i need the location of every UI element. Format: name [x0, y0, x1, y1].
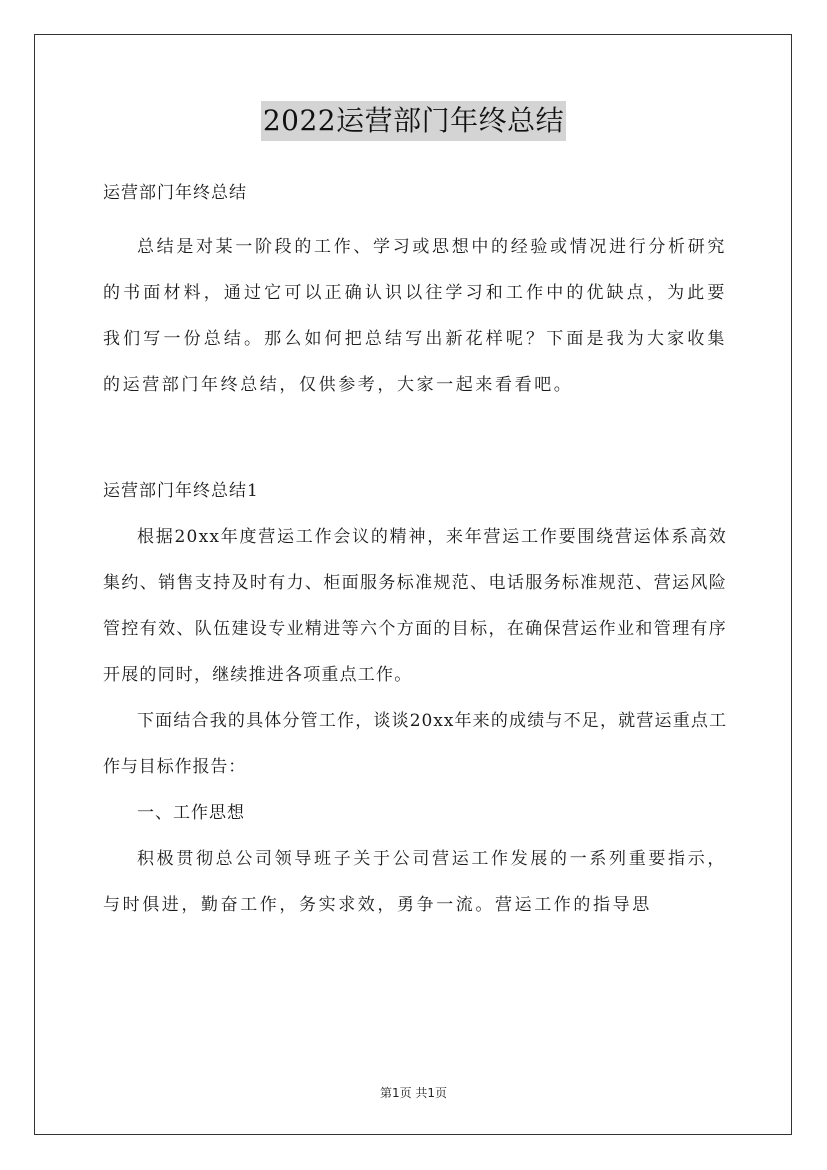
section1-paragraph-1: 根据20xx年度营运工作会议的精神，来年营运工作要围绕营运体系高效集约、销售支持及时有力、柜面服务标准规范、电话服务标准规范、营运风险管控有效、队伍建设专业精进等六个方面的目标，在确保营运作业和管理有序开展的同时，继续推进各项重点工作。	[103, 527, 727, 685]
section1-heading: 运营部门年终总结1	[103, 481, 259, 501]
section1-paragraph-2: 下面结合我的具体分管工作，谈谈20xx年来的成绩与不足，就营运重点工作与目标作报告：	[103, 711, 727, 777]
page-number-label: 第1页 共1页	[379, 1086, 448, 1100]
title-container	[0, 101, 827, 141]
page-footer	[0, 1084, 827, 1101]
document-body	[103, 170, 727, 928]
intro-paragraph: 总结是对某一阶段的工作、学习或思想中的经验或情况进行分析研究的书面材料，通过它可以正确认识以往学习和工作中的优缺点，为此要我们写一份总结。那么如何把总结写出新花样呢？下面是我为大家收集的运营部门年终总结，仅供参考，大家一起来看看吧。	[103, 237, 727, 395]
subheading-work-thought: 一、工作思想	[137, 803, 245, 823]
document-title: 2022运营部门年终总结	[261, 101, 566, 141]
section1-paragraph-3: 积极贯彻总公司领导班子关于公司营运工作发展的一系列重要指示，与时俱进，勤奋工作，务实求效，勇争一流。营运工作的指导思	[103, 849, 727, 915]
intro-heading: 运营部门年终总结	[103, 183, 247, 203]
